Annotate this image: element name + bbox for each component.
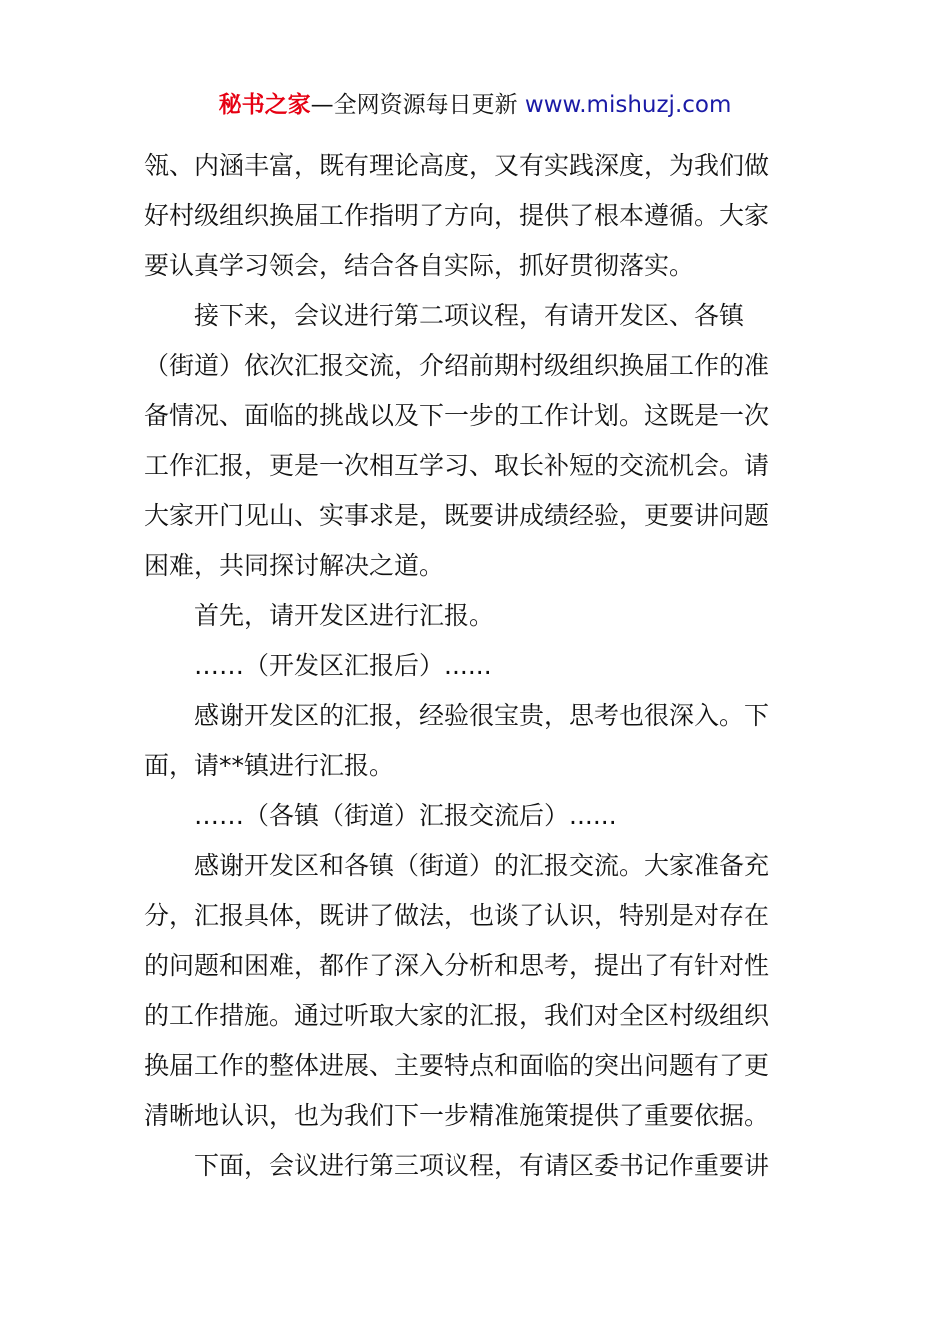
paragraph-start-line: 首先，请开发区进行汇报。 (194, 601, 495, 630)
site-tagline: —全网资源每日更新 (310, 92, 518, 118)
text-line: 困难，共同探讨解决之道。 (144, 551, 445, 580)
paragraph-start-line: 感谢开发区的汇报，经验很宝贵，思考也很深入。下 (194, 701, 770, 730)
site-url-link[interactable]: www.mishuzj.com (524, 92, 732, 118)
text-line: 要认真学习领会，结合各自实际，抓好贯彻落实。 (144, 251, 695, 280)
text-line: 好村级组织换届工作指明了方向，提供了根本遵循。大家 (144, 201, 770, 230)
document-body (144, 141, 812, 1191)
text-line: 备情况、面临的挑战以及下一步的工作计划。这既是一次 (144, 401, 770, 430)
page-header (0, 88, 950, 122)
paragraph-start-line: 感谢开发区和各镇（街道）的汇报交流。大家准备充 (194, 851, 770, 880)
text-line: 大家开门见山、实事求是，既要讲成绩经验，更要讲问题 (144, 501, 770, 530)
text-line: 清晰地认识，也为我们下一步精准施策提供了重要依据。 (144, 1101, 770, 1130)
paragraph-start-line: ……（各镇（街道）汇报交流后）...... (194, 801, 617, 830)
text-line: （街道）依次汇报交流，介绍前期村级组织换届工作的准 (144, 351, 770, 380)
text-line: 面，请**镇进行汇报。 (144, 751, 395, 780)
text-line: 工作汇报，更是一次相互学习、取长补短的交流机会。请 (144, 451, 770, 480)
text-line: 瓴、内涵丰富，既有理论高度，又有实践深度，为我们做 (144, 151, 770, 180)
text-line: 换届工作的整体进展、主要特点和面临的突出问题有了更 (144, 1051, 770, 1080)
text-line: 分，汇报具体，既讲了做法，也谈了认识，特别是对存在 (144, 901, 770, 930)
paragraph-start-line: 下面，会议进行第三项议程，有请区委书记作重要讲 (194, 1151, 770, 1180)
text-line: 的工作措施。通过听取大家的汇报，我们对全区村级组织 (144, 1001, 770, 1030)
site-brand: 秘书之家 (218, 92, 311, 118)
paragraph-start-line: 接下来，会议进行第二项议程，有请开发区、各镇 (194, 301, 745, 330)
paragraph-start-line: ……（开发区汇报后）...... (194, 651, 492, 680)
text-line: 的问题和困难，都作了深入分析和思考，提出了有针对性 (144, 951, 770, 980)
